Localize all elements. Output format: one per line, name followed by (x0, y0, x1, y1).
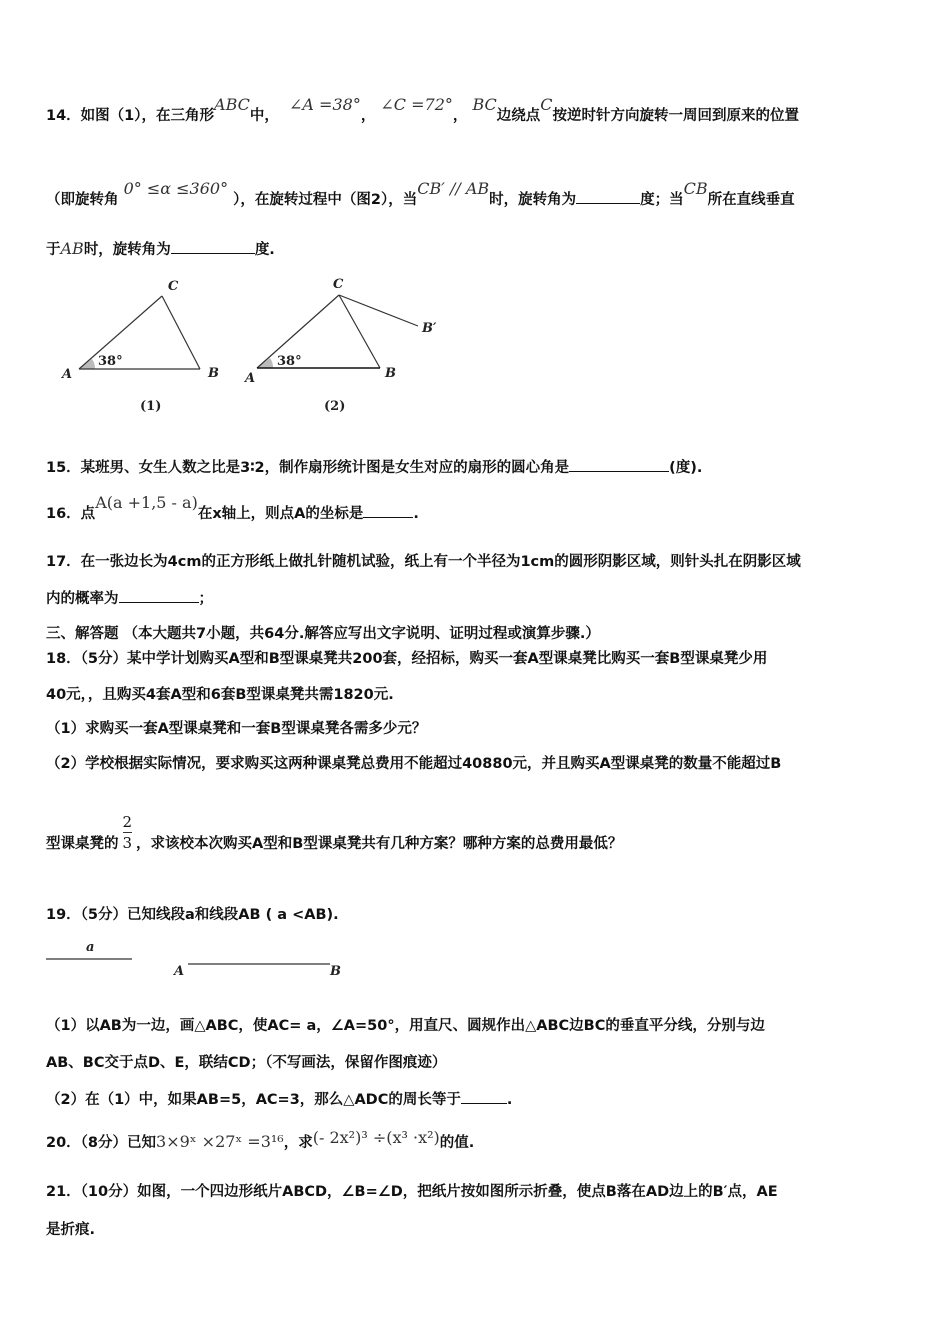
q17-line2: 内的概率为 ； (46, 591, 213, 607)
q18-line2: 40元，，且购买4套A型和6套B型课桌凳共需1820元. (46, 687, 394, 703)
q19-part2: （2）在（1）中，如果AB=5，AC=3，那么△ADC的周长等于 . (46, 1092, 513, 1108)
q19-segments (40, 935, 360, 980)
segment-b-endpoint: B (330, 964, 341, 979)
q19: 19．（5分）已知线段a和线段AB ( a <AB). (46, 907, 339, 923)
q18-line1: 18．（5分）某中学计划购买A型和B型课桌凳共200套，经招标，购买一套A型课桌凳比购买一套B型课桌凳少用 (46, 651, 768, 667)
q17-line1: 17．在一张边长为4cm的正方形纸上做扎针随机试验，纸上有一个半径为1cm的圆形阴影区域，则针头扎在阴影区域 (46, 554, 801, 570)
angle-label: 38° (98, 354, 123, 369)
label-b-prime: B′ (422, 321, 437, 336)
fraction-two-thirds (123, 812, 133, 853)
q19-part1-line1: （1）以AB为一边，画△ABC，使AC= a，∠A=50°，用直尺、圆规作出△ABC边BC的垂直平分线，分别与边 (46, 1018, 765, 1034)
q21-line2: 是折痕. (46, 1222, 96, 1238)
figure-caption: (2) (324, 399, 346, 414)
side-cb (339, 295, 380, 368)
q18-part2-cont: 型课桌凳的 $\frac{2}{3}$ ，求该校本次购买A型和B型课桌凳共有几种方案？哪种方案的总费用最低？ (46, 813, 623, 852)
q20: 20．（8分）已知3×9ˣ ×27ˣ =3¹⁶，求(- 2x²)³ ÷(x³ ·x²)的值. (46, 1128, 475, 1151)
label-a: A (245, 371, 256, 386)
q18-part1: （1）求购买一套A型课桌凳和一套B型课桌凳各需多少元？ (46, 721, 427, 737)
answer-blank[interactable] (363, 505, 413, 518)
q16: 16．点A(a +1,5 - a)在x轴上，则点A的坐标是 . (46, 493, 419, 522)
answer-blank[interactable] (171, 241, 255, 254)
q14-line2: （即旋转角 0° ≤α ≤360° ），在旋转过程中（图2），当CB′ // AB时，旋转角为 度；当CB所在直线垂直 (46, 179, 795, 208)
fraction-numerator: 2 (122, 813, 133, 831)
side-cb-prime (339, 295, 418, 326)
side-cb (162, 296, 200, 369)
figure-2 (243, 277, 437, 414)
answer-blank[interactable] (461, 1091, 507, 1104)
segment-a-label: a (86, 940, 95, 955)
section-3-heading: 三、解答题 （本大题共7小题，共64分.解答应写出文字说明、证明过程或演算步骤.） (46, 626, 600, 642)
label-b: B (385, 366, 396, 381)
label-b: B (208, 366, 219, 381)
answer-blank[interactable] (569, 459, 669, 472)
answer-blank[interactable] (119, 590, 199, 603)
figure-caption: (1) (140, 399, 162, 414)
fraction-denominator: 3 (122, 834, 133, 852)
label-a: A (62, 367, 73, 382)
q18-part2: （2）学校根据实际情况，要求购买这两种课桌凳总费用不能超过40880元，并且购买A型课桌凳的数量不能超过B (46, 756, 782, 772)
label-c: C (168, 279, 179, 294)
answer-blank[interactable] (576, 191, 640, 204)
q15: 15．某班男、女生人数之比是3∶2，制作扇形统计图是女生对应的扇形的圆心角是 (度). (46, 460, 703, 476)
q14-line3: 于AB时，旋转角为 度. (46, 239, 275, 258)
q14-line1: 14．如图（1），在三角形ABC中， ∠A =38°， ∠C =72°， BC边绕点C按逆时针方向旋转一周回到原来的位置 (46, 95, 799, 124)
figure-1 (60, 279, 219, 414)
q19-part1-line2: AB、BC交于点D、E，联结CD；（不写画法，保留作图痕迹） (46, 1055, 447, 1071)
q14-figures (40, 270, 460, 420)
q21-line1: 21．（10分）如图，一个四边形纸片ABCD，∠B=∠D，把纸片按如图所示折叠，使点B落在AD边上的B′点，AE (46, 1184, 778, 1200)
label-c: C (333, 277, 344, 292)
segment-a-endpoint: A (174, 964, 185, 979)
angle-label: 38° (277, 354, 302, 369)
